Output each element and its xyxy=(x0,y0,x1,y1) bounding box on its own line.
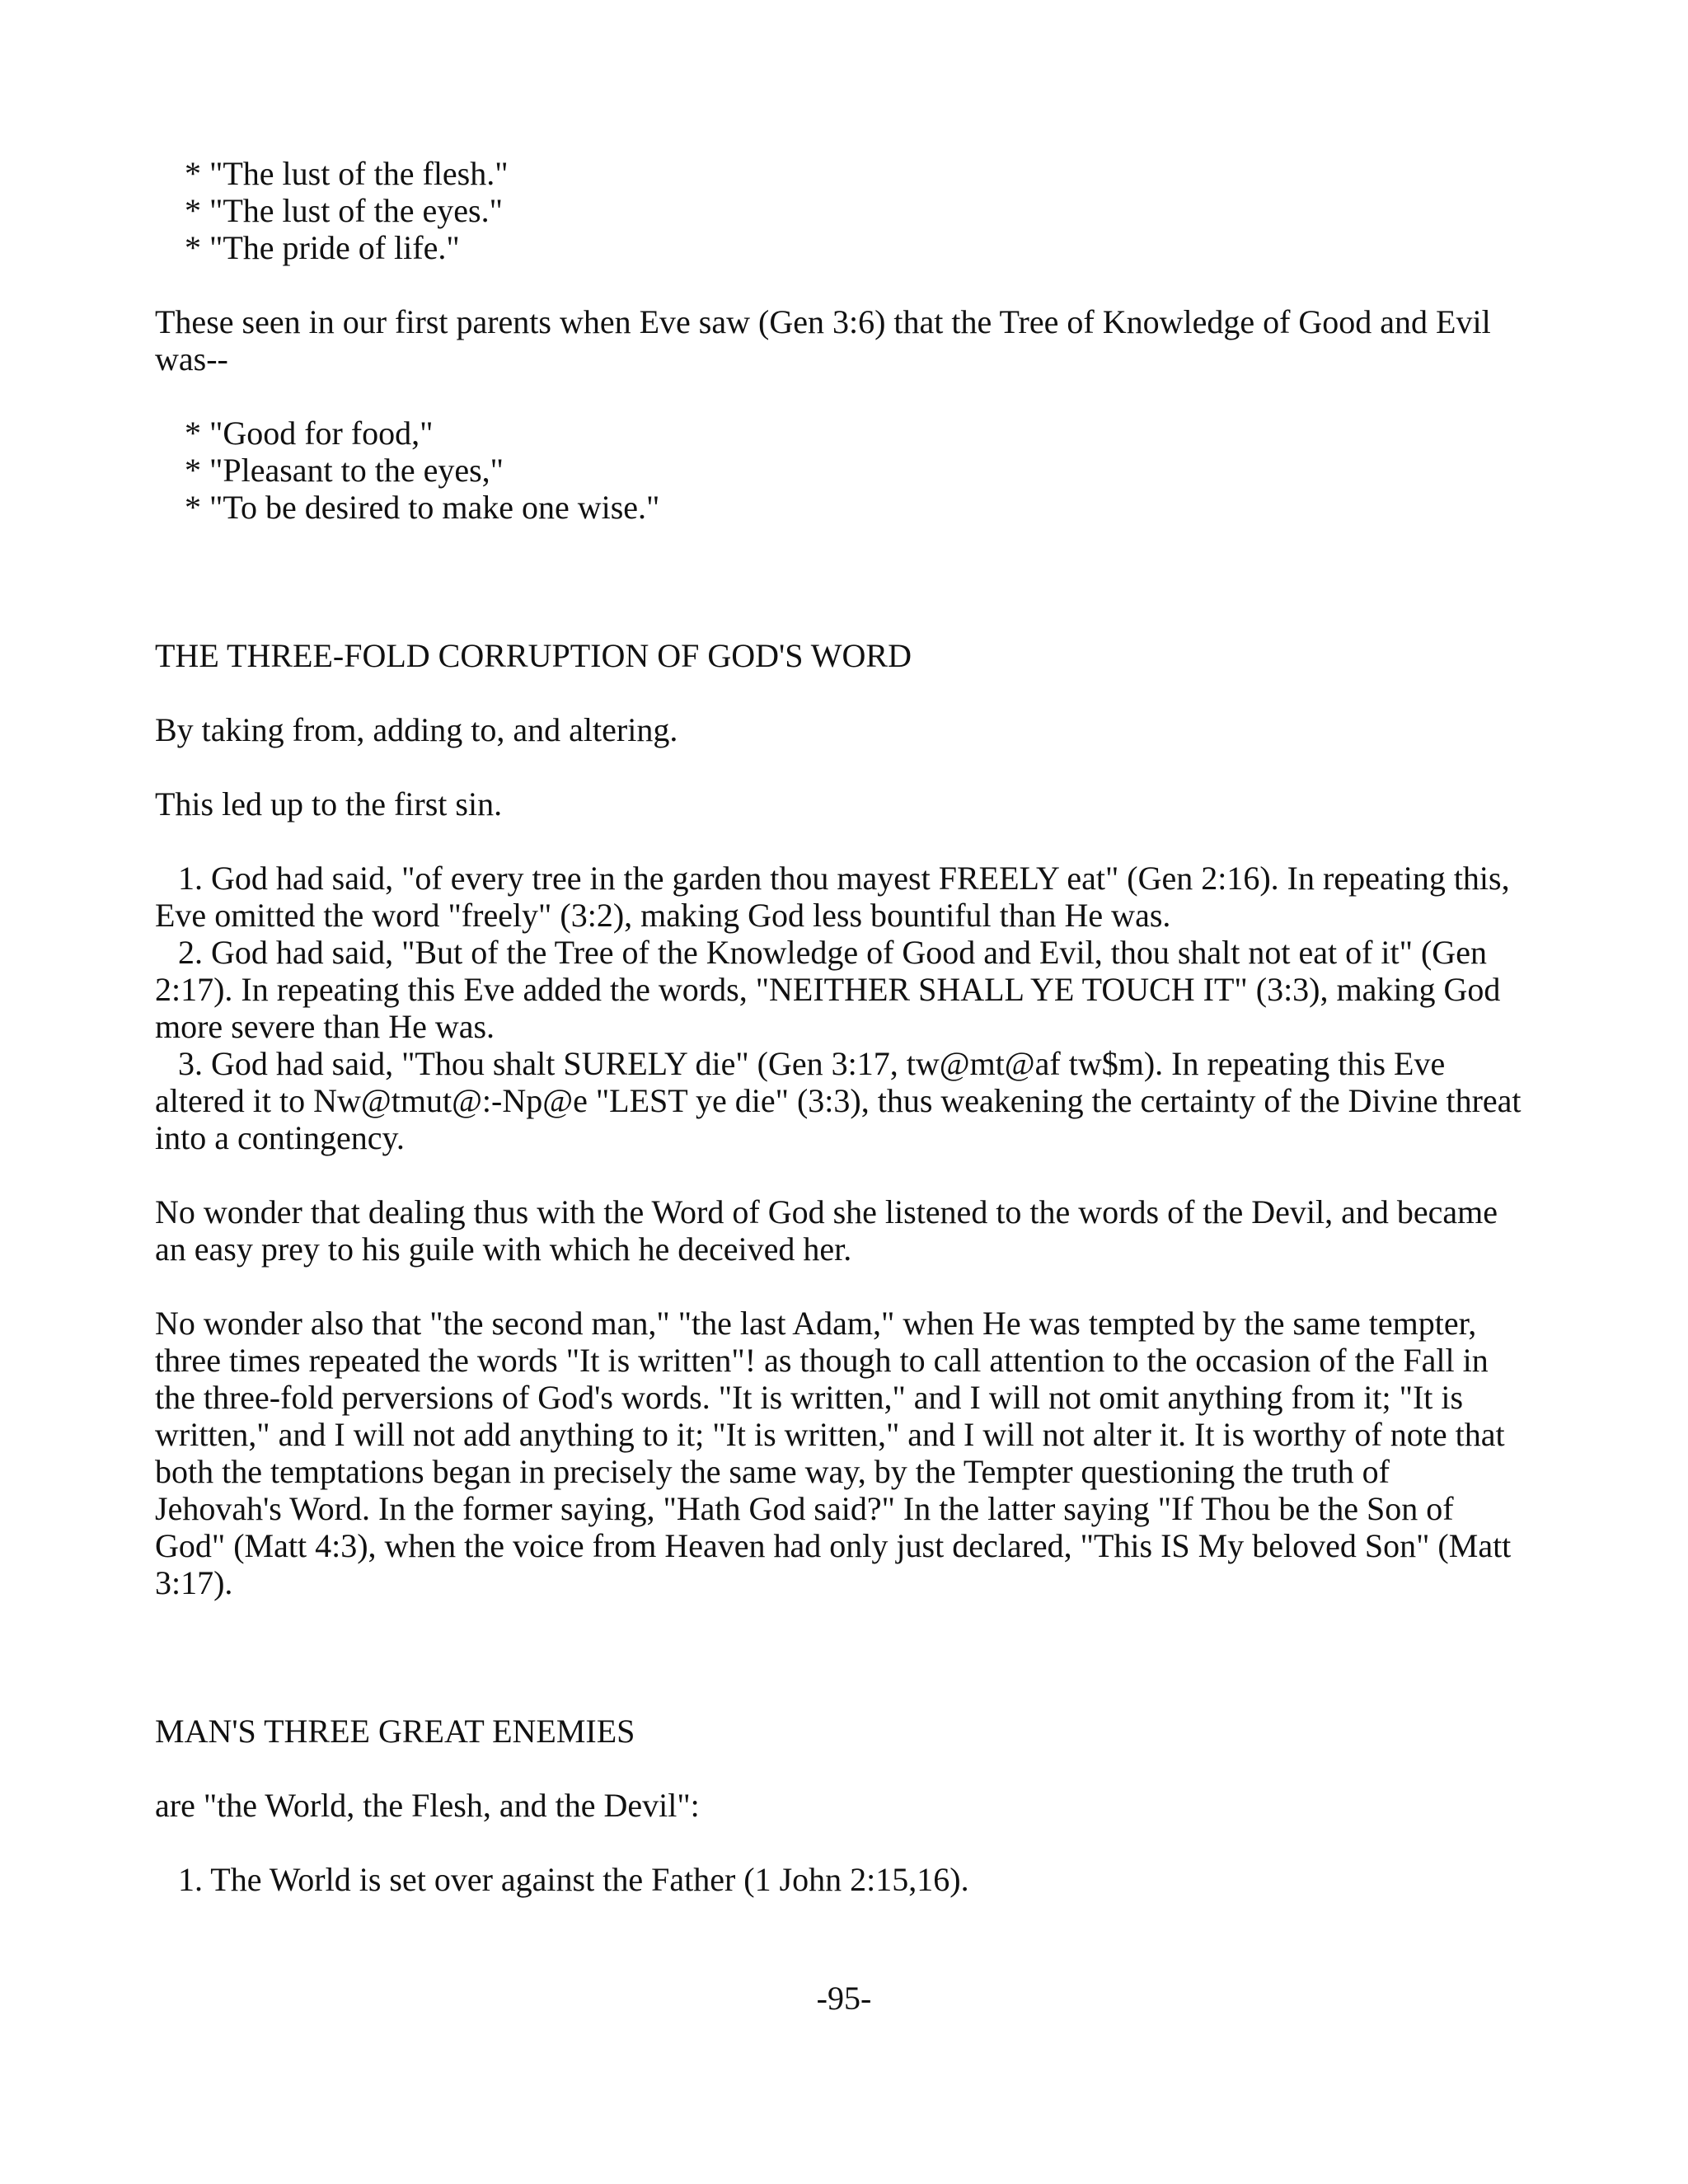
list-item: 1. God had said, "of every tree in the garden thou mayest FREELY eat" (Gen 2:16). In repeating this, Eve omitted the word "freely" (3:2), making God less bountiful than He was. xyxy=(155,860,1510,934)
section-heading: MAN'S THREE GREAT ENEMIES xyxy=(155,1713,635,1750)
list-item: * "Good for food," xyxy=(185,415,434,452)
paragraph: This led up to the first sin. xyxy=(155,785,503,823)
list-item: * "The pride of life." xyxy=(185,229,460,266)
bullet-list-lusts xyxy=(155,155,1523,266)
page-content xyxy=(155,155,1523,1898)
paragraph: By taking from, adding to, and altering. xyxy=(155,711,678,748)
paragraph: No wonder that dealing thus with the Word of God she listened to the words of the Devil, and became an easy prey to his guile with which he deceived her. xyxy=(155,1193,1498,1268)
intro-paragraph: These seen in our first parents when Eve saw (Gen 3:6) that the Tree of Knowledge of Good and Evil was-- xyxy=(155,303,1491,377)
list-item: 3. God had said, "Thou shalt SURELY die" (Gen 3:17, tw@mt@af tw$m). In repeating this Eve altered it to Nw@tmut@:-Np@e "LEST ye die" (3:3), thus weakening the certainty of the Divine threat into a contingency. xyxy=(155,1045,1522,1156)
page-number: -95- xyxy=(816,1980,872,2017)
list-item: 1. The World is set over against the Father (1 John 2:15,16). xyxy=(178,1861,969,1898)
list-item: * "To be desired to make one wise." xyxy=(185,489,660,526)
numbered-list-corruptions xyxy=(155,860,1523,1156)
list-item: * "Pleasant to the eyes," xyxy=(185,452,504,489)
list-item: * "The lust of the flesh." xyxy=(185,155,509,192)
paragraph: are "the World, the Flesh, and the Devil": xyxy=(155,1787,700,1824)
bullet-list-tree xyxy=(155,415,1523,526)
section-heading: THE THREE-FOLD CORRUPTION OF GOD'S WORD xyxy=(155,637,912,674)
list-item: 2. God had said, "But of the Tree of the Knowledge of Good and Evil, thou shalt not eat of it" (Gen 2:17). In repeating this Eve added the words, "NEITHER SHALL YE TOUCH IT" (3:3), making God more severe than He was. xyxy=(155,934,1501,1045)
numbered-list-enemies xyxy=(155,1861,1523,1898)
paragraph: No wonder also that "the second man," "the last Adam," when He was tempted by the same tempter, three times repeated the words "It is written"! as though to call attention to the occasion of the Fall in the three-fold perversions of God's words. "It is written," and I will not omit anything from it; "It is written," and I will not add anything to it; "It is written," and I will not alter it. It is worthy of note that both the temptations began in precisely the same way, by the Tempter questioning the truth of Jehovah's Word. In the former saying, "Hath God said?" In the latter saying "If Thou be the Son of God" (Matt 4:3), when the voice from Heaven had only just declared, "This IS My beloved Son" (Matt 3:17). xyxy=(155,1305,1512,1601)
list-item: * "The lust of the eyes." xyxy=(185,192,503,229)
